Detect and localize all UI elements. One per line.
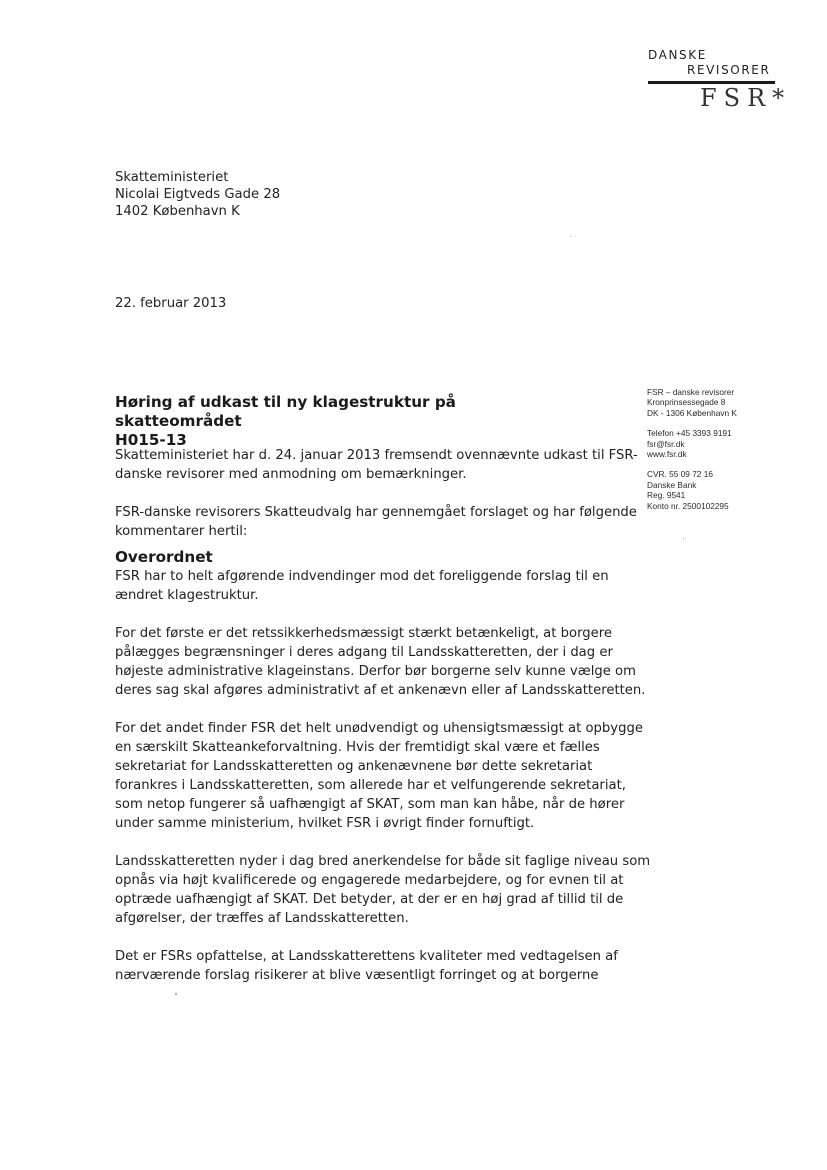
logo-line-revisorer: REVISORER [687,63,771,77]
paragraph-recognition [115,852,651,928]
scan-speck [175,993,177,995]
sender-cvr: CVR. 55 09 72 16 [647,469,713,480]
logo-mark: FSR* [700,84,792,112]
paragraph-line: nærværende forslag risikerer at blive væsentligt forringet og at borgerne [115,968,599,983]
paragraph-line: For det første er det retssikkerhedsmæssigt stærkt betænkeligt, at borgere [115,626,612,641]
paragraph-line: som netop fungerer så uafhængigt af SKAT, som man kan håbe, når de hører [115,797,625,812]
scan-speck [570,236,571,237]
paragraph-line: forankres i Landsskatteretten, som allerede har et velfungerende sekretariat, [115,778,626,793]
paragraph-line: sekretariat for Landsskatteretten og ankenævnene bør dette sekretariat [115,759,593,774]
paragraph-line: en særskilt Skatteankeforvaltning. Hvis der fremtidigt skal være et fælles [115,740,600,755]
paragraph-second-objection [115,719,643,833]
paragraph-line: For det andet finder FSR det helt unødvendigt og uhensigtsmæssigt at opbygge [115,721,643,736]
paragraph-line: højeste administrative klageinstans. Derfor bør borgerne selv kunne vælge om [115,664,636,679]
paragraph-first-objection [115,624,646,700]
paragraph-line: kommentarer hertil: [115,524,248,539]
sender-org: FSR – danske revisorer [647,387,735,397]
sender-street: Kronprinsessegade 8 [647,397,726,408]
paragraph-line: FSR har to helt afgørende indvendinger mod det foreliggende forslag til en [115,569,609,584]
recipient-street: Nicolai Eigtveds Gade 28 [115,187,281,202]
letter-date: 22. februar 2013 [115,296,227,311]
paragraph-line: Skatteministeriet har d. 24. januar 2013 fremsendt ovennævnte udkast til FSR- [115,448,638,463]
paragraph-line: Det er FSRs opfattelse, at Landsskatterettens kvaliteter med vedtagelsen af [115,949,618,964]
logo-line-danske: DANSKE [648,48,707,62]
paragraph-line: FSR-danske revisorers Skatteudvalg har gennemgået forslaget og har følgende [115,505,637,520]
paragraph-line: opnås via højt kvalificerede og engagerede medarbejdere, og for evnen til at [115,873,624,888]
subject-line-2: H015-13 [115,431,187,449]
scan-speck [683,538,684,539]
letter-body [115,446,651,985]
sender-reg: Reg. 9541 [647,490,686,501]
recipient-city: 1402 København K [115,204,240,219]
paragraph-line: pålægges begrænsninger i deres adgang til Landsskatteretten, der i dag er [115,645,613,660]
paragraph-line: under samme ministerium, hvilket FSR i øvrigt finder fornuftigt. [115,816,535,831]
paragraph-line: afgørelser, der træffes af Landsskatteretten. [115,911,409,926]
recipient-name: Skatteministeriet [115,170,229,185]
sender-web: www.fsr.dk [647,449,687,460]
sender-bank: Danske Bank [647,479,697,490]
letter-subject [115,393,585,450]
sender-account: Konto nr. 2500102295 [647,500,729,511]
paragraph-line: Landsskatteretten nyder i dag bred anerkendelse for både sit faglige niveau som [115,854,651,869]
paragraph-committee [115,503,637,541]
sender-info [647,387,777,521]
section-heading: Overordnet [115,548,213,566]
paragraph-opinion [115,947,618,985]
sender-email: fsr@fsr.dk [647,438,685,449]
paragraph-intro [115,446,638,484]
paragraph-line: deres sag skal afgøres administrativt af et ankenævn eller af Landsskatteretten. [115,683,646,698]
paragraph-objections [115,567,609,605]
sender-phone: Telefon +45 3393 9191 [647,428,732,439]
subject-line-1: Høring af udkast til ny klagestruktur på skatteområdet [115,393,456,430]
paragraph-line: ændret klagestruktur. [115,588,259,603]
paragraph-line: danske revisorer med anmodning om bemærkninger. [115,467,467,482]
recipient-address [115,169,280,220]
sender-city: DK - 1306 København K [647,407,737,418]
paragraph-line: optræde uafhængigt af SKAT. Det betyder, at der er en høj grad af tillid til de [115,892,624,907]
